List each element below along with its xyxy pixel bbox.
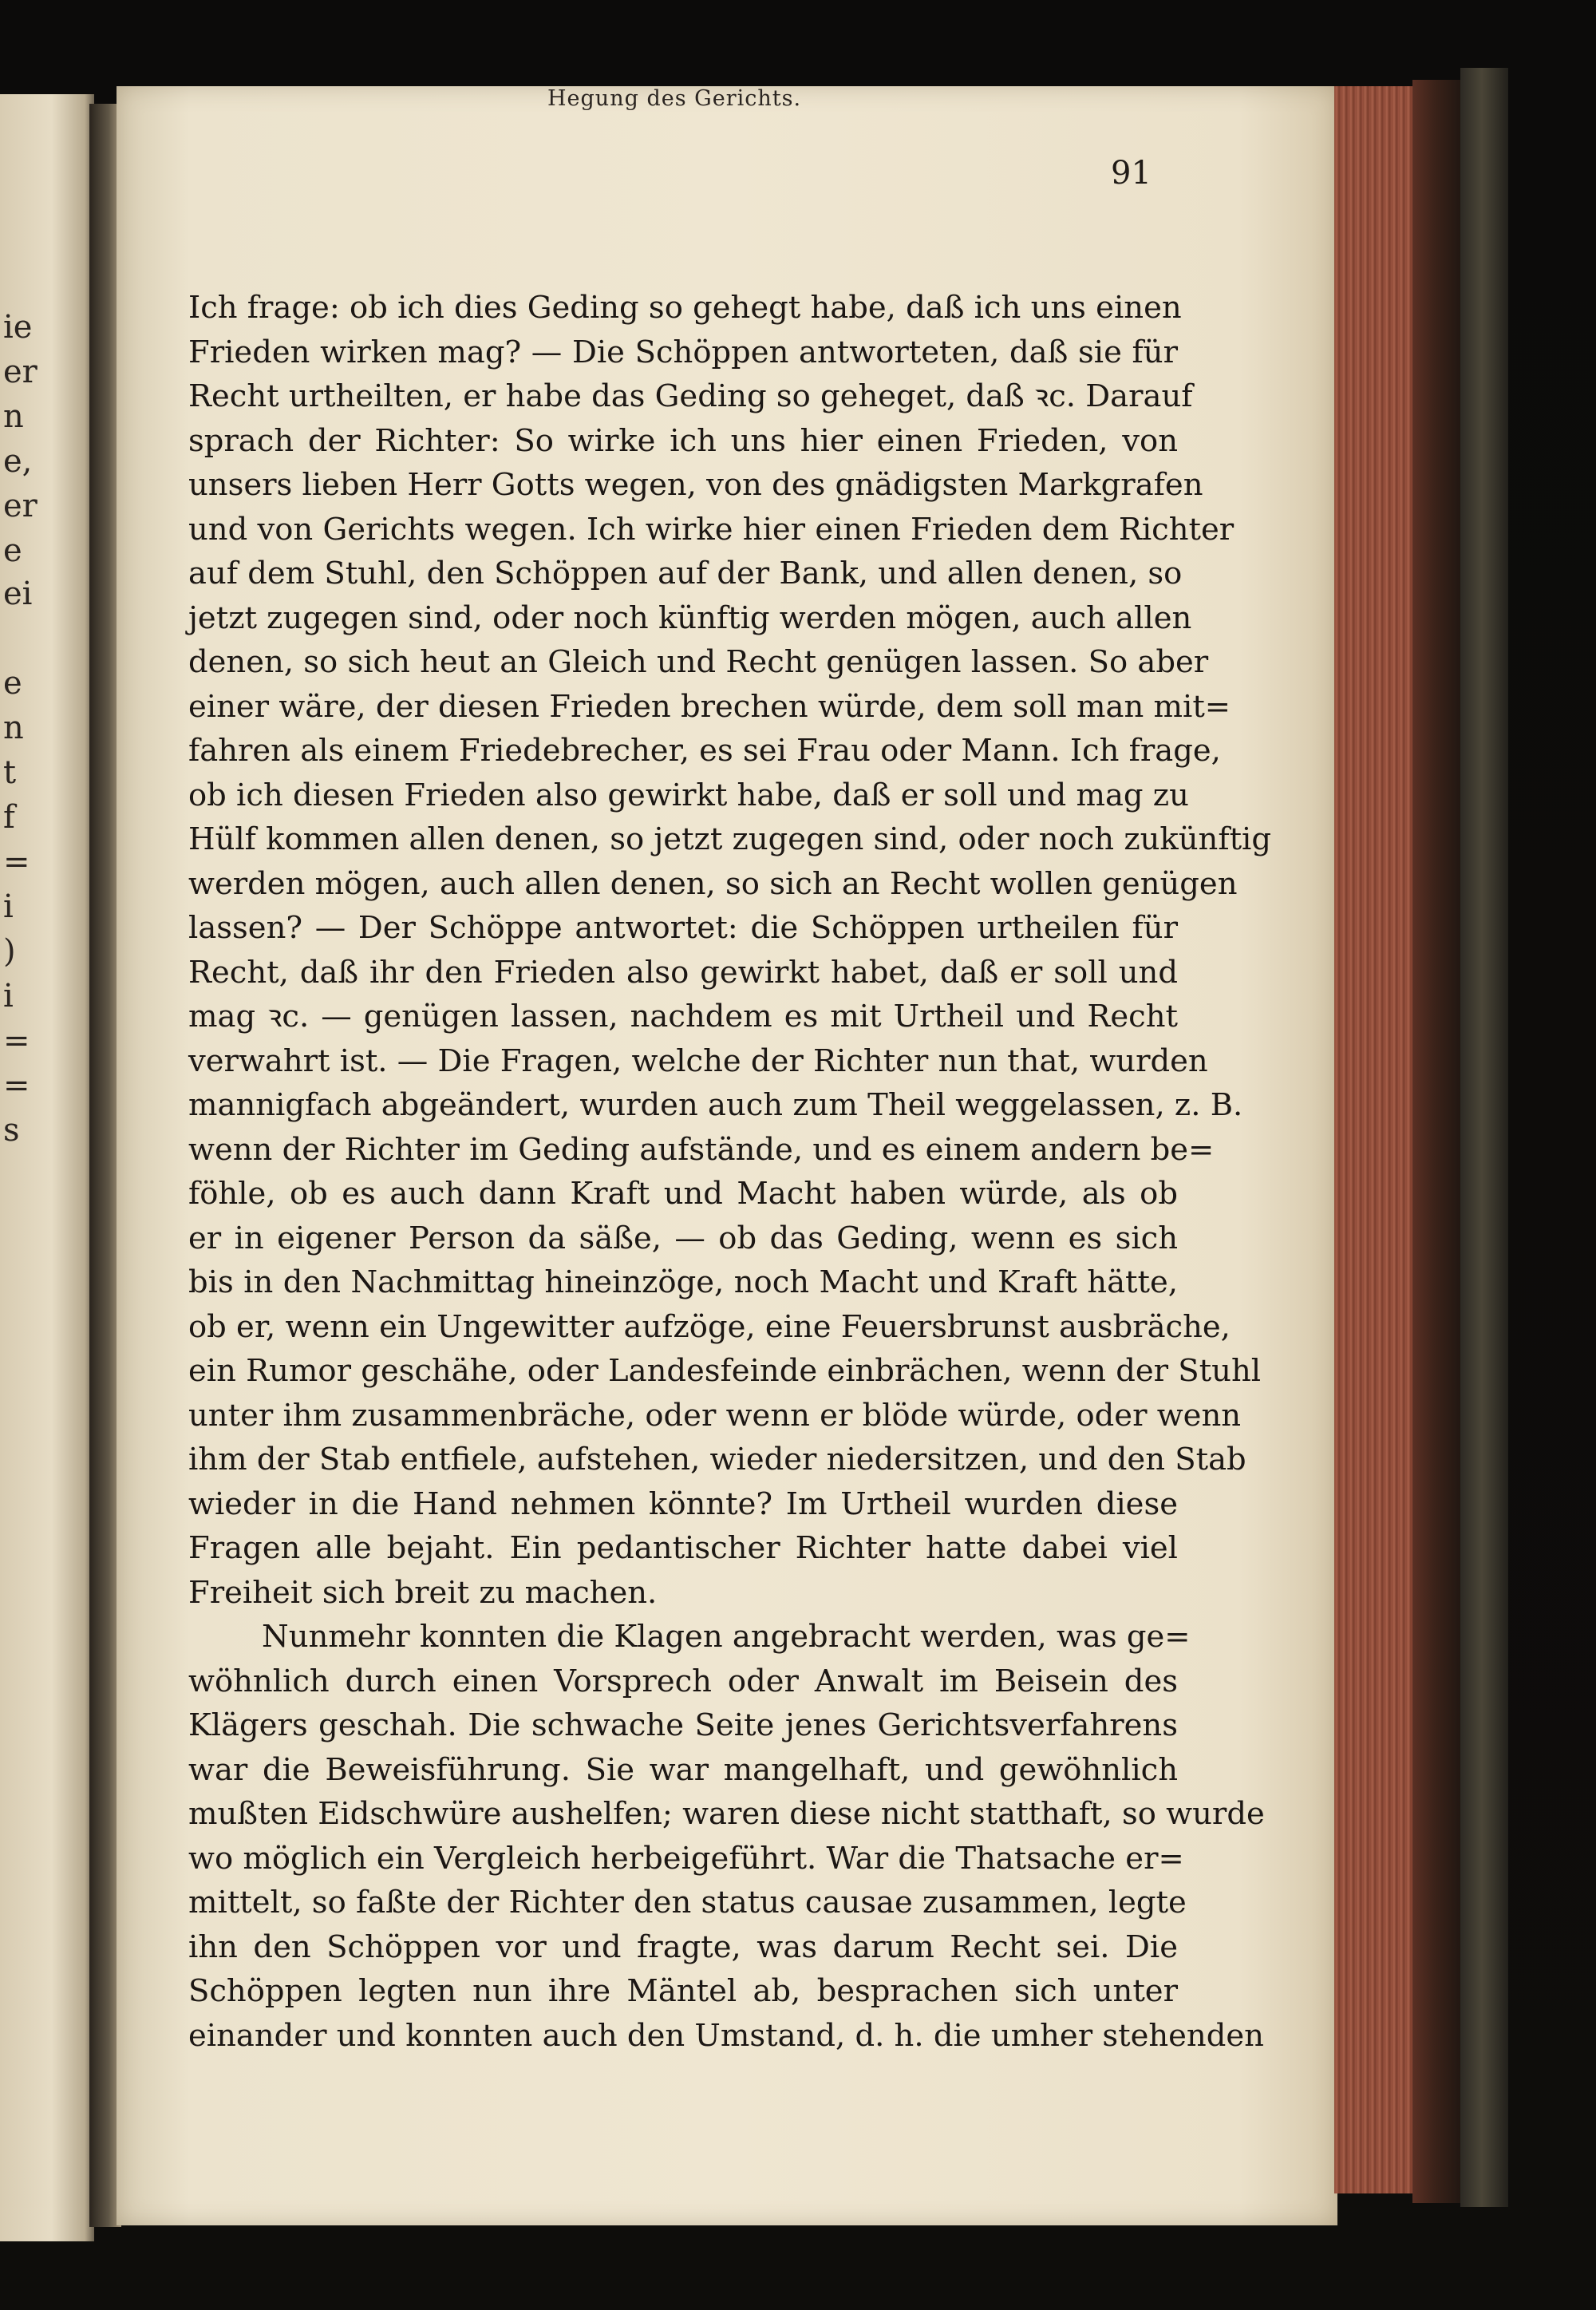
text-line: Ich frage: ob ich dies Geding so gehegt habe, daß ich uns einen: [188, 290, 1182, 326]
text-line: denen, so sich heut an Gleich und Recht genügen lassen. So aber: [188, 644, 1209, 680]
text-line: Fragen alle bejaht. Ein pedantischer Richter hatte dabei viel: [188, 1530, 1178, 1566]
text-line: föhle, ob es auch dann Kraft und Macht haben würde, als ob: [188, 1176, 1178, 1212]
text-line-paragraph-start: Nunmehr konnten die Klagen angebracht werden, was ge=: [262, 1619, 1191, 1655]
text-line: ein Rumor geschähe, oder Landesfeinde einbrächen, wenn der Stuhl: [188, 1353, 1262, 1389]
text-line: einer wäre, der diesen Frieden brechen würde, dem soll man mit=: [188, 688, 1231, 725]
left-page-fragment: ie: [3, 309, 33, 346]
text-line: mannigfach abgeändert, wurden auch zum Theil weggelassen, z. B.: [188, 1087, 1243, 1123]
text-line: fahren als einem Friedebrecher, es sei Frau oder Mann. Ich frage,: [188, 733, 1221, 769]
left-page-fragment: s: [3, 1112, 20, 1149]
left-page-fragment: e: [3, 532, 22, 569]
text-line: mittelt, so faßte der Richter den status causae zusammen, legte: [188, 1885, 1187, 1920]
text-line: Hülf kommen allen denen, so jetzt zugegen sind, oder noch zukünftig: [188, 821, 1272, 857]
text-line: Recht urtheilten, er habe das Geding so geheget, daß ꝛc. Darauf: [188, 378, 1193, 414]
text-line: wieder in die Hand nehmen könnte? Im Urtheil wurden diese: [188, 1485, 1178, 1522]
text-line: Schöppen legten nun ihre Mäntel ab, besprachen sich unter: [188, 1973, 1178, 2009]
page-number: 91: [1111, 155, 1152, 192]
left-page-fragment: e,: [3, 443, 33, 480]
left-page-fragment: i: [3, 888, 14, 925]
text-line: wöhnlich durch einen Vorsprech oder Anwalt im Beisein des: [188, 1663, 1178, 1699]
text-line: und von Gerichts wegen. Ich wirke hier einen Frieden dem Richter: [188, 511, 1235, 548]
text-line: sprach der Richter: So wirke ich uns hier einen Frieden, von: [188, 422, 1178, 459]
left-page-fragment: er: [3, 354, 38, 390]
text-line: war die Beweisführung. Sie war mangelhaft, und gewöhnlich: [188, 1751, 1178, 1788]
text-line: auf dem Stuhl, den Schöppen auf der Bank, und allen denen, so: [188, 556, 1183, 591]
text-line: ihm der Stab entfiele, aufstehen, wieder niedersitzen, und den Stab: [188, 1442, 1246, 1477]
left-page-fragment: =: [3, 1022, 30, 1059]
text-line: unsers lieben Herr Gotts wegen, von des gnädigsten Markgrafen: [188, 467, 1203, 503]
text-line: mag ꝛc. — genügen lassen, nachdem es mit Urtheil und Recht: [188, 999, 1178, 1034]
text-line: bis in den Nachmittag hineinzöge, noch Macht und Kraft hätte,: [188, 1264, 1178, 1300]
text-line: mußten Eidschwüre aushelfen; waren diese nicht statthaft, so wurde: [188, 1796, 1265, 1832]
text-line: unter ihm zusammenbräche, oder wenn er blöde würde, oder wenn: [188, 1397, 1242, 1434]
left-page-fragment: er: [3, 488, 38, 524]
text-line: wo möglich ein Vergleich herbeigeführt. War die Thatsache er=: [188, 1840, 1184, 1877]
text-line: Frieden wirken mag? — Die Schöppen antworteten, daß sie für: [188, 334, 1178, 370]
text-line: einander und konnten auch den Umstand, d. h. die umher stehenden: [188, 2017, 1264, 2054]
text-line: Recht, daß ihr den Frieden also gewirkt habet, daß er soll und: [188, 954, 1178, 991]
text-line: ob ich diesen Frieden also gewirkt habe, daß er soll und mag zu: [188, 777, 1189, 813]
text-line: ob er, wenn ein Ungewitter aufzöge, eine Feuersbrunst ausbräche,: [188, 1308, 1231, 1345]
left-page-fragment: e: [3, 665, 22, 702]
body-text: [188, 286, 1272, 2058]
left-page-fragment: n: [3, 398, 24, 435]
text-line: Klägers geschah. Die schwache Seite jenes Gerichtsverfahrens: [188, 1707, 1178, 1743]
left-page-fragment: f: [3, 799, 15, 836]
page-edges: [1334, 86, 1414, 2193]
text-line: werden mögen, auch allen denen, so sich an Recht wollen genügen: [188, 865, 1238, 902]
text-line-paragraph-end: Freiheit sich breit zu machen.: [188, 1574, 658, 1611]
left-page-fragment: n: [3, 710, 24, 746]
text-line: ihn den Schöppen vor und fragte, was darum Recht sei. Die: [188, 1928, 1178, 1965]
book-cover: [1460, 68, 1508, 2207]
left-page-fragment: t: [3, 754, 17, 791]
left-page-fragment: ): [3, 933, 16, 970]
text-line: wenn der Richter im Geding aufstände, und es einem andern be=: [188, 1131, 1215, 1168]
text-line: jetzt zugegen sind, oder noch künftig werden mögen, auch allen: [188, 599, 1192, 636]
left-page-fragment: =: [3, 844, 30, 880]
left-page-fragment: i: [3, 978, 14, 1015]
text-line: lassen? — Der Schöppe antwortet: die Schöppen urtheilen für: [188, 910, 1178, 946]
text-line: verwahrt ist. — Die Fragen, welche der Richter nun that, wurden: [188, 1042, 1208, 1079]
left-page-fragment: =: [3, 1067, 30, 1104]
left-facing-page: [0, 94, 94, 2241]
running-head: Hegung des Gerichts.: [547, 86, 802, 111]
left-page-fragment: ei: [3, 576, 33, 612]
text-line: er in eigener Person da säße, — ob das Geding, wenn es sich: [188, 1220, 1178, 1256]
